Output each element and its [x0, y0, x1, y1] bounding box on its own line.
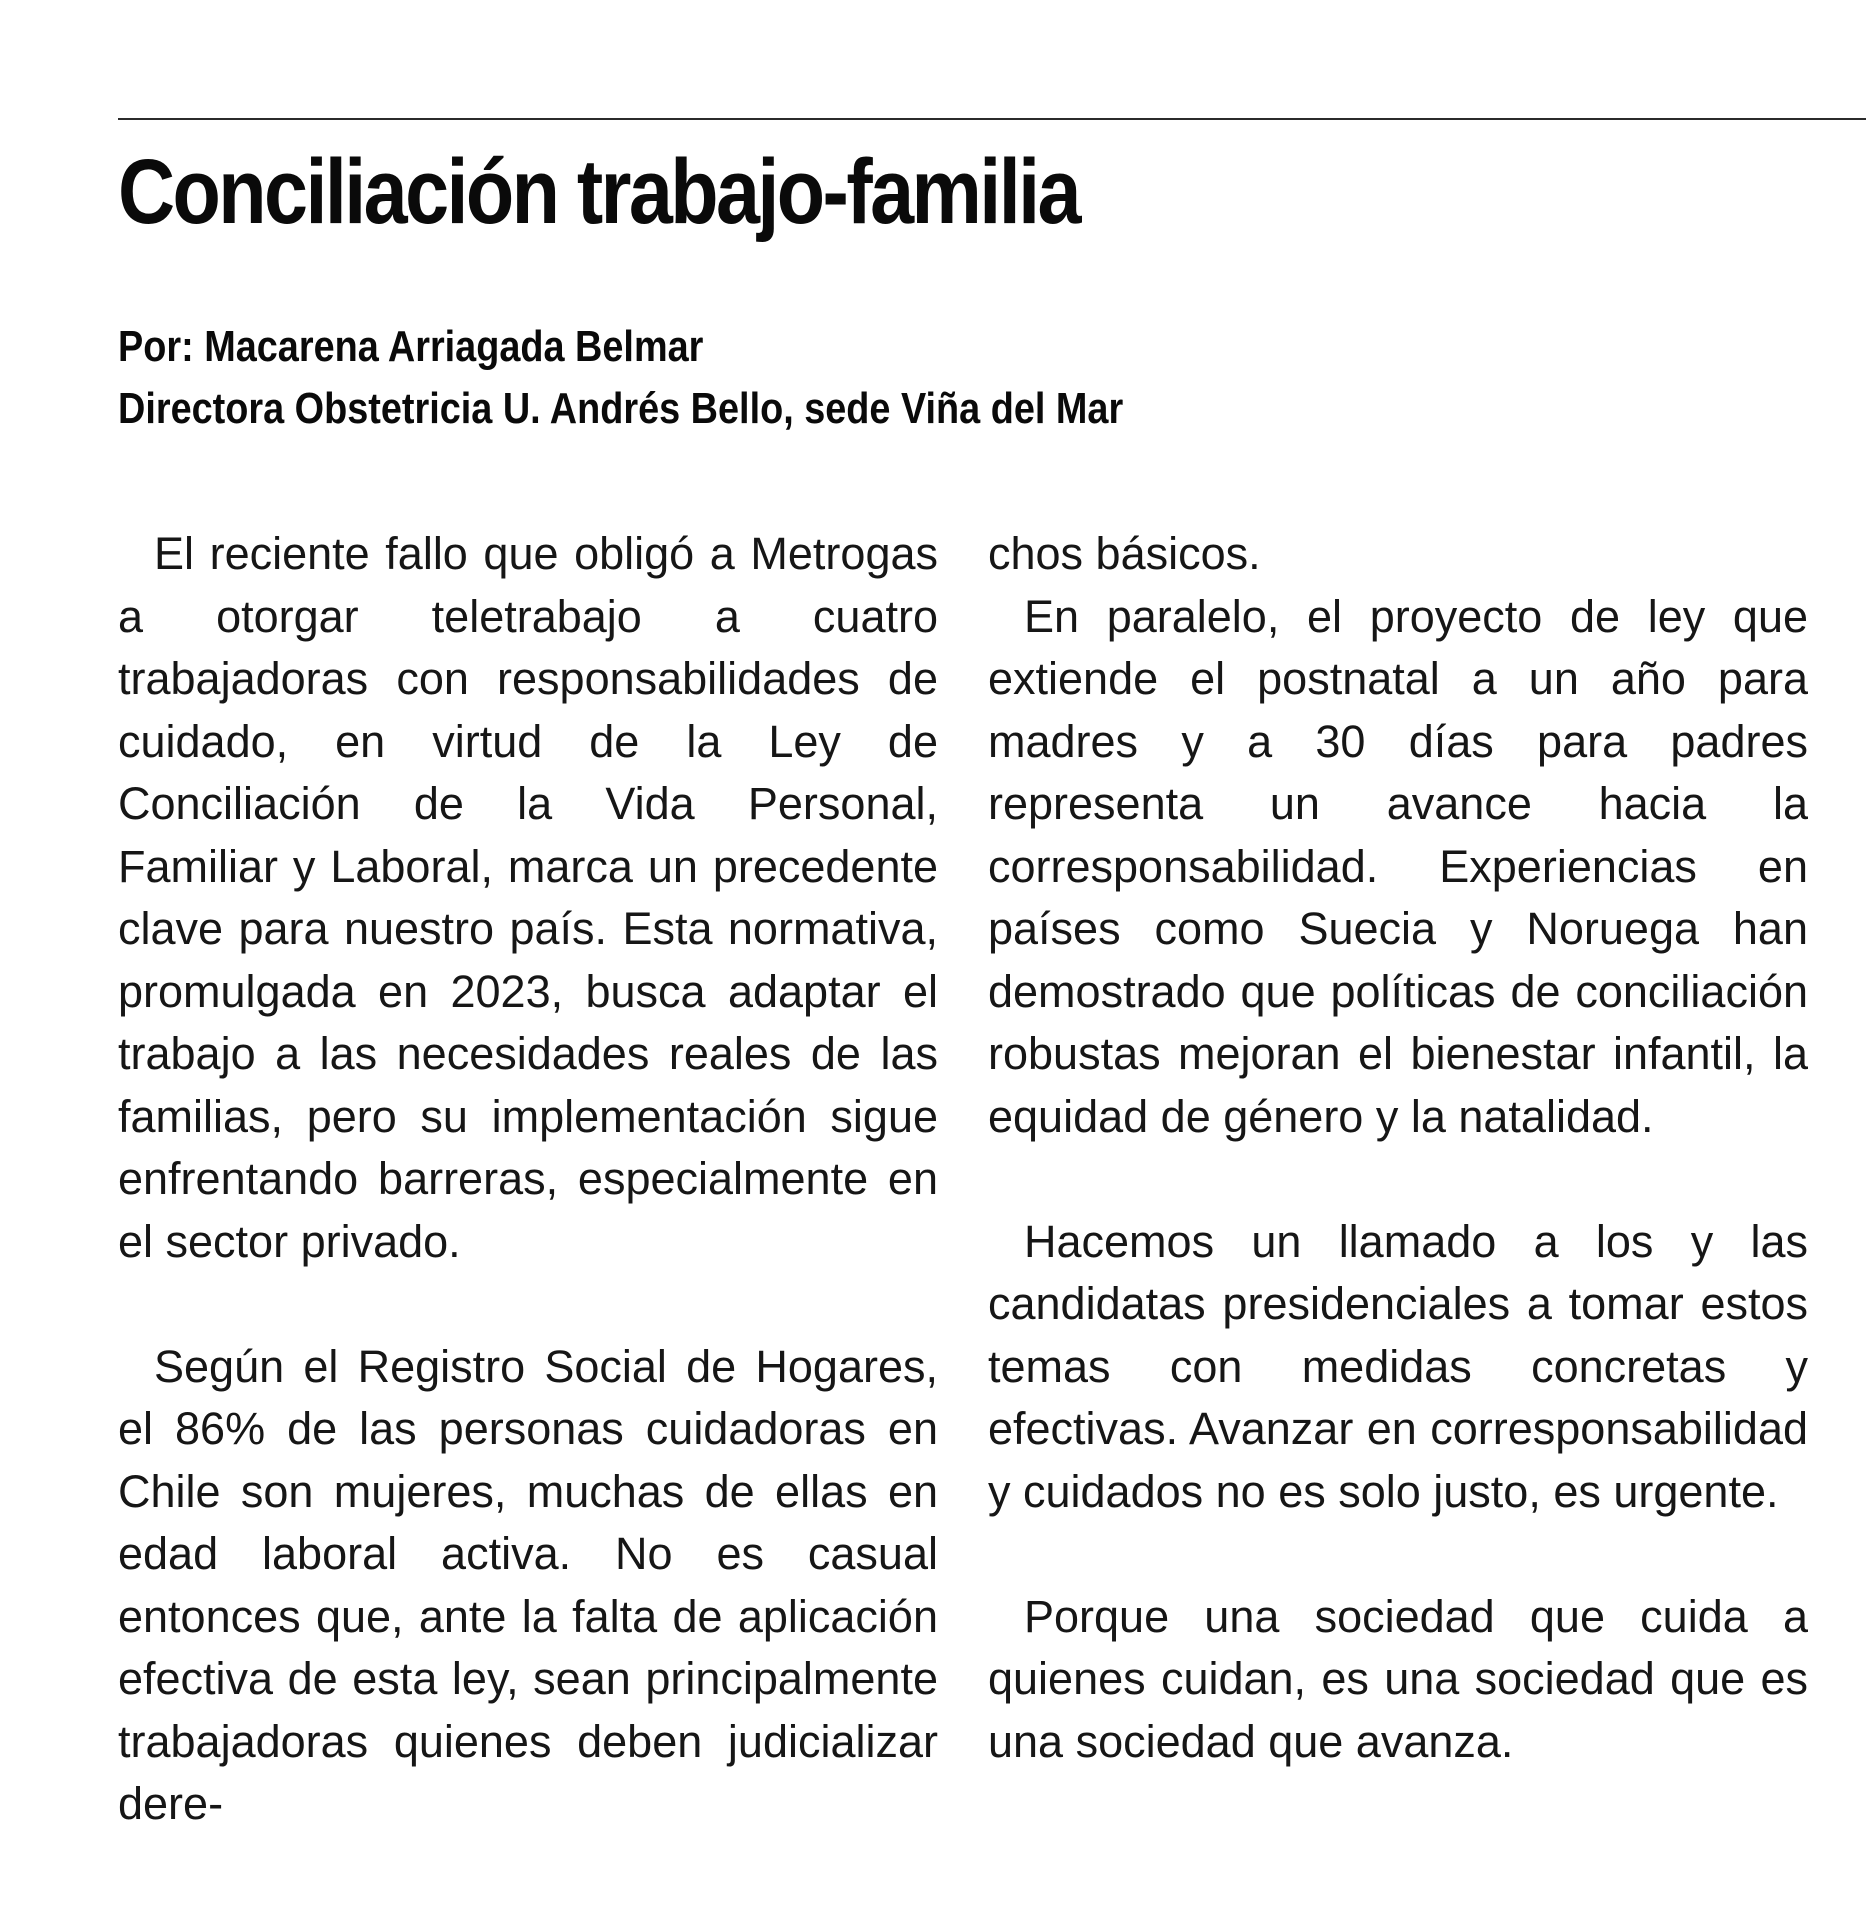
- author-line: Por: Macarena Arriagada Belmar: [118, 322, 704, 371]
- author-role-line: Directora Obstetricia U. Andrés Bello, sede Viña del Mar: [118, 384, 1124, 433]
- article-body: [118, 523, 1808, 1908]
- article-title: Conciliación trabajo-familia: [118, 141, 1079, 243]
- top-divider: [118, 118, 1866, 120]
- paragraph-4: Hacemos un llamado a los y las candidatas presidenciales a tomar estos temas con medidas concretas y efectivas. Avanzar en corresponsabilidad y cuidados no es solo justo, es urgente.: [988, 1215, 1808, 1517]
- paragraph-1: El reciente fallo que obligó a Metrogas a otorgar teletrabajo a cuatro trabajadoras con responsabilidades de cuidado, en virtud de la Ley de Conciliación de la Vida Personal, Familiar y Laboral, marca un precedente clave para nuestro país. Esta normativa, promulgada en 2023, busca adaptar el trabajo a las necesidades reales de las familias, pero su implementación sigue enfrentando barreras, especialmente en el sector privado.: [118, 528, 938, 1267]
- text-column-left: [118, 523, 938, 1836]
- paragraph-3: En paralelo, el proyecto de ley que extiende el postnatal a un año para madres y a 30 días para padres representa un avance hacia la corresponsabilidad. Experiencias en países como Suecia y Noruega han demostrado que políticas de conciliación robustas mejoran el bienestar infantil, la equidad de género y la natalidad.: [988, 590, 1808, 1142]
- paragraph-2: Según el Registro Social de Hogares, el 86% de las personas cuidadoras en Chile son mujeres, muchas de ellas en edad laboral activa. No es casual entonces que, ante la falta de aplicación efectiva de esta ley, sean principalmente trabajadoras quienes deben judicializar dere-: [118, 1340, 938, 1829]
- paragraph-2-continued: chos básicos.: [988, 528, 1261, 579]
- text-column-right: [988, 523, 1808, 1773]
- paragraph-5: Porque una sociedad que cuida a quienes cuidan, es una sociedad que es una sociedad que avanza.: [988, 1590, 1808, 1767]
- article-byline: [118, 316, 1123, 440]
